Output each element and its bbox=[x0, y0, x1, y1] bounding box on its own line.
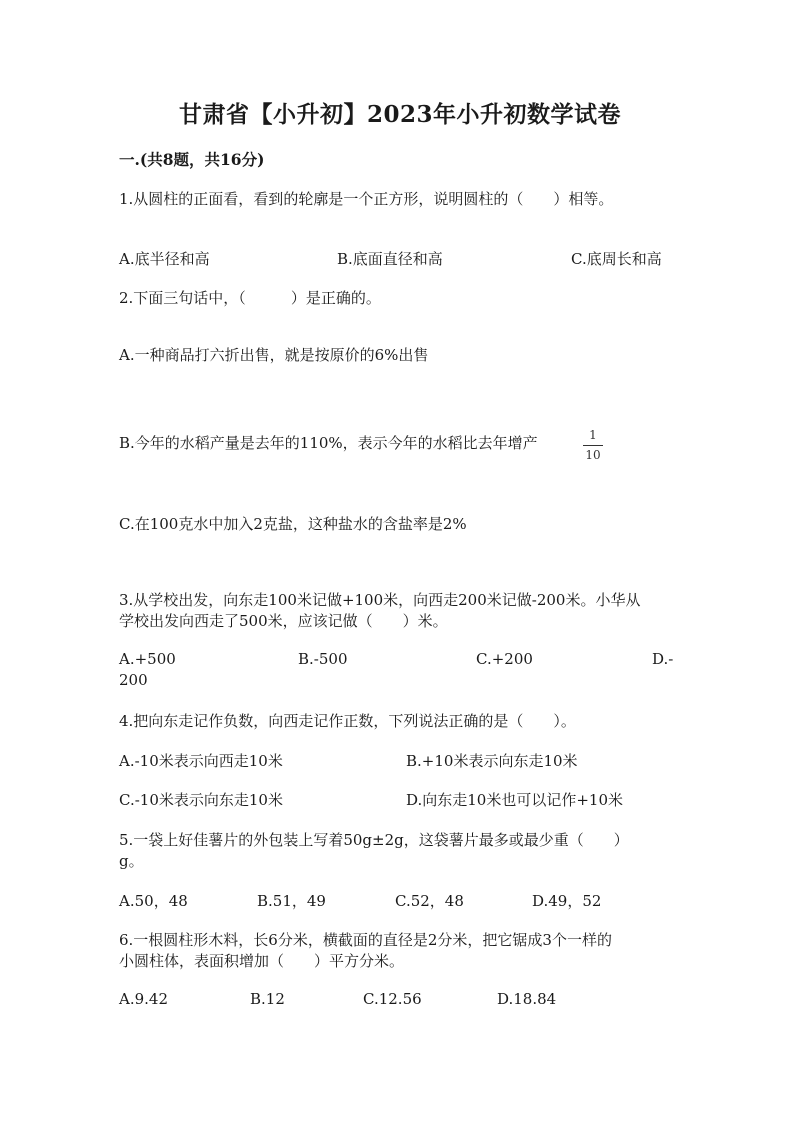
q3-option-a: A.+500 bbox=[119, 650, 176, 668]
q2-option-b: B.今年的水稻产量是去年的110%，表示今年的水稻比去年增产 bbox=[119, 434, 538, 452]
question-3-line-2: 学校出发向西走了500米，应该记做（ ）米。 bbox=[119, 612, 448, 630]
q3-option-c: C.+200 bbox=[476, 650, 533, 668]
fraction-denominator: 10 bbox=[585, 448, 601, 462]
q4-option-b: B.+10米表示向东走10米 bbox=[406, 752, 578, 770]
q1-option-b: B.底面直径和高 bbox=[337, 250, 443, 268]
q5-option-a: A.50，48 bbox=[119, 892, 188, 910]
q6-option-d: D.18.84 bbox=[497, 990, 557, 1008]
q4-option-a: A.-10米表示向西走10米 bbox=[119, 752, 283, 770]
q6-option-c: C.12.56 bbox=[363, 990, 422, 1008]
question-1-text: 1.从圆柱的正面看，看到的轮廓是一个正方形，说明圆柱的（ ）相等。 bbox=[119, 190, 614, 208]
section-heading: 一.(共8题，共16分) bbox=[119, 150, 265, 169]
q4-option-c: C.-10米表示向东走10米 bbox=[119, 791, 283, 809]
question-6-line-2: 小圆柱体，表面积增加（ ）平方分米。 bbox=[119, 952, 405, 970]
question-6-line-1: 6.一根圆柱形木料，长6分米，横截面的直径是2分米，把它锯成3个一样的 bbox=[119, 931, 612, 949]
q4-option-d: D.向东走10米也可以记作+10米 bbox=[406, 791, 624, 809]
q3-option-d: D.- bbox=[652, 650, 674, 668]
question-2-text: 2.下面三句话中，（ ）是正确的。 bbox=[119, 289, 381, 307]
page-title: 甘肃省【小升初】2023年小升初数学试卷 bbox=[178, 101, 621, 128]
q3-option-b: B.-500 bbox=[298, 650, 348, 668]
q5-option-d: D.49，52 bbox=[532, 892, 602, 910]
question-4-text: 4.把向东走记作负数，向西走记作正数，下列说法正确的是（ ）。 bbox=[119, 712, 576, 730]
q1-option-a: A.底半径和高 bbox=[119, 250, 210, 268]
q5-option-b: B.51，49 bbox=[257, 892, 326, 910]
question-5-line-2: g。 bbox=[119, 852, 144, 870]
question-3-line-1: 3.从学校出发，向东走100米记做+100米，向西走200米记做-200米。小华从 bbox=[119, 591, 641, 609]
fraction-bar bbox=[583, 445, 603, 446]
fraction-numerator: 1 bbox=[589, 428, 597, 442]
q6-option-b: B.12 bbox=[250, 990, 285, 1008]
question-5-line-1: 5.一袋上好佳薯片的外包装上写着50g±2g，这袋薯片最多或最少重（ ） bbox=[119, 831, 629, 849]
q2-option-c: C.在100克水中加入2克盐，这种盐水的含盐率是2% bbox=[119, 515, 467, 533]
q2-option-a: A.一种商品打六折出售，就是按原价的6%出售 bbox=[119, 346, 429, 364]
q1-option-c: C.底周长和高 bbox=[571, 250, 662, 268]
q6-option-a: A.9.42 bbox=[119, 990, 168, 1008]
q2-fraction bbox=[580, 428, 606, 463]
q3-option-d-wrap: 200 bbox=[119, 671, 148, 689]
q5-option-c: C.52，48 bbox=[395, 892, 464, 910]
